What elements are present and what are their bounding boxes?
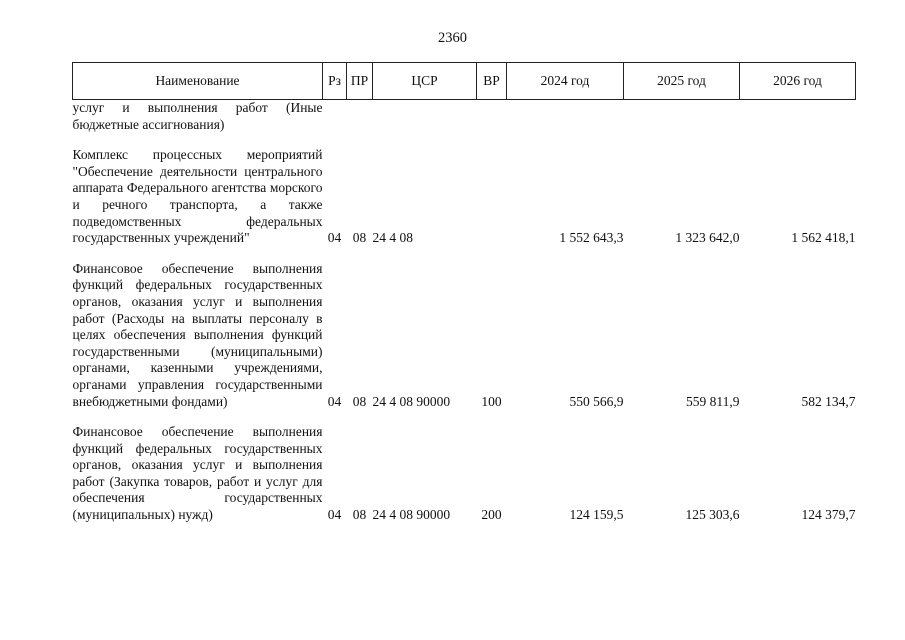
table-row — [73, 147, 856, 247]
row-2025 — [624, 100, 740, 134]
row-spacer — [73, 247, 856, 261]
row-2026 — [740, 100, 856, 134]
row-name: услуг и выполнения работ (Иные бюджетные ассигнования) — [72, 100, 323, 132]
table-row — [73, 424, 856, 524]
row-2026: 582 134,7 — [801, 393, 856, 409]
row-csr: 24 4 08 90000 — [372, 507, 451, 523]
row-rz: 04 — [327, 230, 342, 246]
row-rz: 04 — [327, 393, 342, 409]
row-vr — [477, 147, 507, 247]
row-name: Финансовое обеспечение выполнения функций федеральных государственных органов, оказания услуг и выполнения работ (Расходы на выплаты персоналу в целях обеспечения выполнения функций государственными (муниципальными) органами, казенными учреждениями, органами управления государственными внебюджетными фондами) — [72, 260, 323, 409]
row-vr: 200 — [481, 507, 502, 523]
row-2024 — [507, 100, 624, 134]
row-pr: 08 — [352, 393, 367, 409]
row-2025: 559 811,9 — [686, 393, 740, 409]
table-header-row — [73, 63, 856, 100]
row-2026: 124 379,7 — [801, 507, 856, 523]
budget-table — [72, 62, 856, 524]
row-spacer — [73, 133, 856, 147]
row-csr — [373, 100, 477, 134]
header-rz: Рз — [323, 63, 347, 100]
row-pr — [347, 100, 373, 134]
header-2025: 2025 год — [624, 63, 740, 100]
row-rz — [323, 100, 347, 134]
table-row — [73, 261, 856, 410]
header-csr: ЦСР — [373, 63, 477, 100]
header-vr: ВР — [477, 63, 507, 100]
row-csr: 24 4 08 — [372, 230, 413, 246]
header-pr: ПР — [347, 63, 373, 100]
row-pr: 08 — [352, 230, 367, 246]
row-spacer — [73, 410, 856, 424]
header-2024: 2024 год — [507, 63, 624, 100]
row-vr: 100 — [481, 393, 502, 409]
row-pr: 08 — [352, 507, 367, 523]
row-2024: 1 552 643,3 — [559, 230, 624, 246]
row-rz: 04 — [327, 507, 342, 523]
row-name: Комплекс процессных мероприятий "Обеспечение деятельности центрального аппарата Федерального агентства морского и речного транспорта, а также подведомственных федеральных государственных учреждений" — [72, 147, 323, 246]
header-2026: 2026 год — [740, 63, 856, 100]
row-csr: 24 4 08 90000 — [372, 393, 451, 409]
table-row — [73, 100, 856, 134]
row-2026: 1 562 418,1 — [791, 230, 856, 246]
row-2025: 1 323 642,0 — [675, 230, 740, 246]
row-2024: 124 159,5 — [569, 507, 624, 523]
row-vr — [477, 100, 507, 134]
row-2025: 125 303,6 — [685, 507, 740, 523]
row-name: Финансовое обеспечение выполнения функций федеральных государственных органов, оказания услуг и выполнения работ (Закупка товаров, работ и услуг для обеспечения государственных (муниципальных) нужд) — [72, 424, 323, 523]
row-2024: 550 566,9 — [569, 393, 624, 409]
header-name: Наименование — [73, 63, 323, 100]
page-number: 2360 — [438, 30, 467, 46]
